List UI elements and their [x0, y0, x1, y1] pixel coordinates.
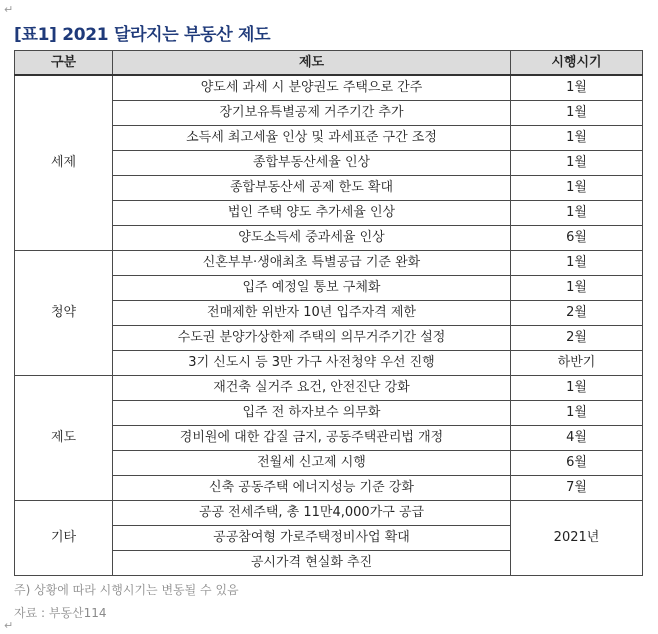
table-header-row [15, 51, 643, 76]
timing-cell: 6월 [511, 451, 643, 476]
table-row [15, 251, 643, 276]
policy-cell: 신축 공동주택 에너지성능 기준 강화 [113, 476, 511, 501]
policy-cell: 공시가격 현실화 추진 [113, 551, 511, 576]
timing-cell: 2월 [511, 326, 643, 351]
timing-cell: 1월 [511, 401, 643, 426]
policy-cell: 신혼부부·생애최초 특별공급 기준 완화 [113, 251, 511, 276]
timing-cell: 1월 [511, 376, 643, 401]
policy-cell: 전월세 신고제 시행 [113, 451, 511, 476]
policy-cell: 법인 주택 양도 추가세율 인상 [113, 201, 511, 226]
header-timing: 시행시기 [511, 51, 643, 76]
page-title: [표1] 2021 달라지는 부동산 제도 [14, 25, 271, 45]
paragraph-mark-icon: ↵ [4, 3, 14, 16]
policy-table [14, 50, 643, 576]
timing-cell: 4월 [511, 426, 643, 451]
timing-cell: 1월 [511, 101, 643, 126]
policy-cell: 소득세 최고세율 인상 및 과세표준 구간 조정 [113, 126, 511, 151]
category-cell-subscription: 청약 [15, 251, 113, 376]
header-category: 구분 [15, 51, 113, 76]
policy-cell: 전매제한 위반자 10년 입주자격 제한 [113, 301, 511, 326]
category-cell-tax: 세제 [15, 75, 113, 251]
source-note: 자료 : 부동산114 [14, 606, 107, 620]
footnote: 주) 상황에 따라 시행시기는 변동될 수 있음 [14, 583, 239, 597]
policy-cell: 경비원에 대한 갑질 금지, 공동주택관리법 개정 [113, 426, 511, 451]
policy-cell: 종합부동산세율 인상 [113, 151, 511, 176]
timing-cell: 1월 [511, 251, 643, 276]
paragraph-mark-icon: ↵ [4, 619, 14, 632]
policy-cell: 공공참여형 가로주택정비사업 확대 [113, 526, 511, 551]
policy-cell: 장기보유특별공제 거주기간 추가 [113, 101, 511, 126]
table-row [15, 75, 643, 101]
category-cell-system: 제도 [15, 376, 113, 501]
timing-cell: 1월 [511, 151, 643, 176]
policy-cell: 양도세 과세 시 분양권도 주택으로 간주 [113, 75, 511, 101]
header-policy: 제도 [113, 51, 511, 76]
category-cell-other: 기타 [15, 501, 113, 576]
timing-cell: 6월 [511, 226, 643, 251]
policy-cell: 재건축 실거주 요건, 안전진단 강화 [113, 376, 511, 401]
timing-cell: 1월 [511, 176, 643, 201]
timing-cell: 2월 [511, 301, 643, 326]
timing-cell: 7월 [511, 476, 643, 501]
policy-cell: 3기 신도시 등 3만 가구 사전청약 우선 진행 [113, 351, 511, 376]
timing-cell: 하반기 [511, 351, 643, 376]
policy-cell: 공공 전세주택, 총 11만4,000가구 공급 [113, 501, 511, 526]
policy-cell: 양도소득세 중과세율 인상 [113, 226, 511, 251]
timing-cell: 1월 [511, 276, 643, 301]
timing-cell: 1월 [511, 126, 643, 151]
table-row [15, 501, 643, 526]
policy-cell: 입주 전 하자보수 의무화 [113, 401, 511, 426]
policy-cell: 수도권 분양가상한제 주택의 의무거주기간 설정 [113, 326, 511, 351]
timing-cell: 1월 [511, 75, 643, 101]
timing-cell: 1월 [511, 201, 643, 226]
policy-cell: 입주 예정일 통보 구체화 [113, 276, 511, 301]
policy-cell: 종합부동산세 공제 한도 확대 [113, 176, 511, 201]
table-row [15, 376, 643, 401]
timing-cell-merged: 2021년 [511, 501, 643, 576]
